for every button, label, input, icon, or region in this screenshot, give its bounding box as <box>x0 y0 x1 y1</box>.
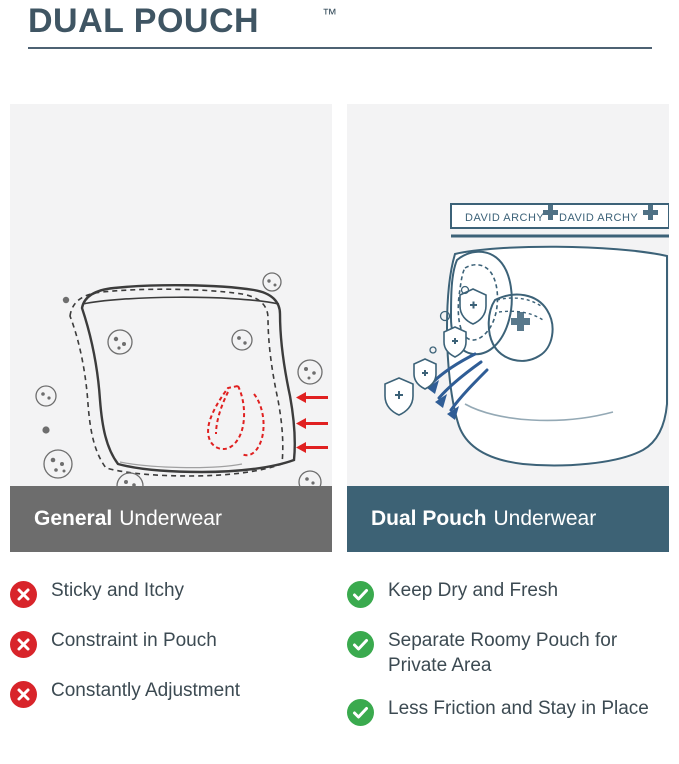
caption-dual-bold: Dual Pouch <box>371 507 487 530</box>
feature-text: Less Friction and Stay in Place <box>388 698 649 719</box>
feature-text: Keep Dry and Fresh <box>388 580 559 601</box>
feature-text: Sticky and Itchy <box>51 580 185 601</box>
caption-general-underwear <box>10 486 332 552</box>
waistband-brand-left: DAVID ARCHY <box>465 212 545 224</box>
page-title <box>28 2 259 41</box>
panel-general-underwear <box>10 104 332 552</box>
header <box>0 0 679 56</box>
list-item <box>347 628 669 678</box>
trademark-symbol: ™ <box>322 6 337 23</box>
list-item <box>10 578 332 610</box>
caption-general-rest: Underwear <box>119 507 222 530</box>
caption-dual-rest: Underwear <box>493 507 597 530</box>
list-item <box>347 578 669 610</box>
cross-badge-icon <box>10 681 37 708</box>
list-item <box>10 678 332 710</box>
list-item <box>347 696 669 728</box>
feature-list-negative <box>10 578 332 728</box>
general-underwear-illustration <box>10 104 332 486</box>
panel-dual-pouch-underwear <box>347 104 669 552</box>
check-badge-icon <box>347 699 374 726</box>
cross-badge-icon <box>10 631 37 658</box>
check-badge-icon <box>347 631 374 658</box>
caption-dual-pouch-underwear <box>347 486 669 552</box>
dual-pouch-illustration <box>347 104 669 486</box>
cross-badge-icon <box>10 581 37 608</box>
check-badge-icon <box>347 581 374 608</box>
feature-text: Constantly Adjustment <box>51 680 241 701</box>
header-divider <box>28 47 652 49</box>
feature-text: Separate Roomy Pouch for Private Area <box>388 630 618 676</box>
page-title-text: DUAL POUCH <box>28 2 260 40</box>
caption-general-bold: General <box>34 507 113 530</box>
feature-text: Constraint in Pouch <box>51 630 217 651</box>
waistband-brand-right: DAVID ARCHY <box>559 212 639 224</box>
feature-list-positive <box>347 578 669 746</box>
list-item <box>10 628 332 660</box>
